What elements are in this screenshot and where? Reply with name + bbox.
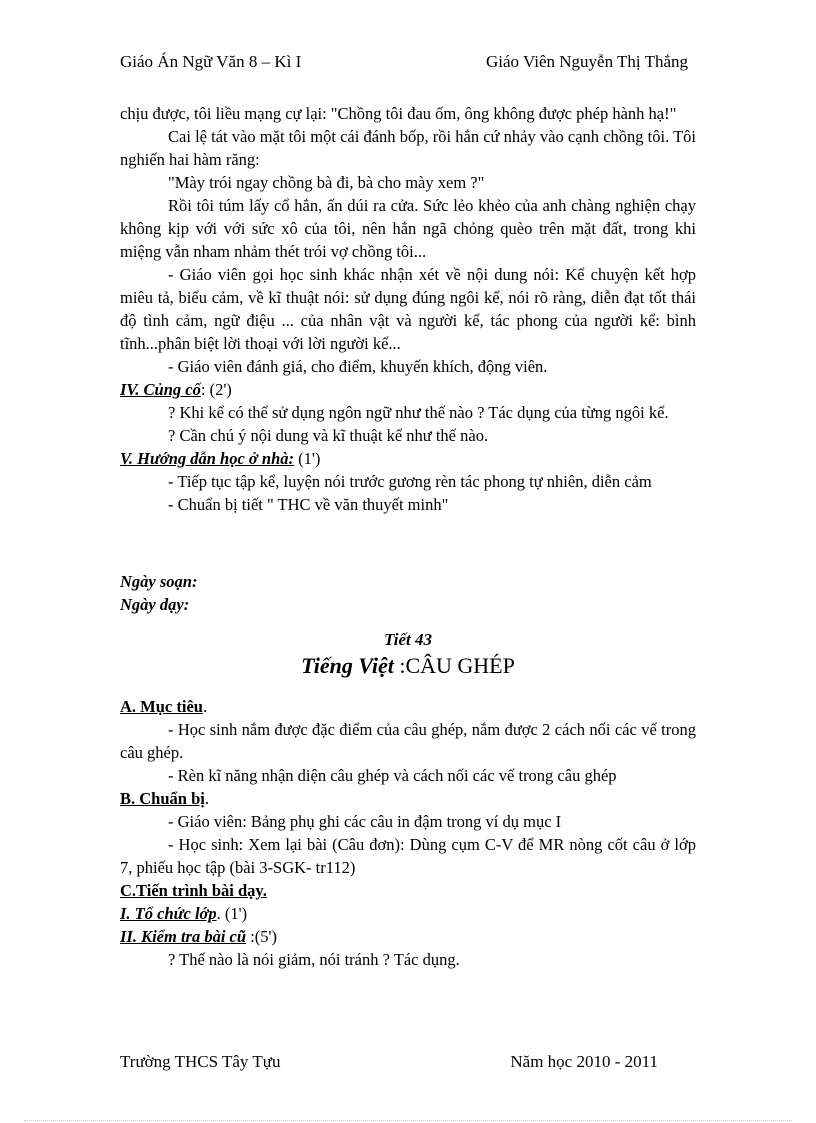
page-header bbox=[120, 52, 688, 76]
heading-time: :(5') bbox=[246, 927, 277, 946]
section-heading-b bbox=[120, 787, 696, 810]
quote-line: "Mày trói ngay chồng bà đi, bà cho mày xem ?" bbox=[168, 173, 485, 192]
section-heading-ii bbox=[120, 925, 696, 948]
heading-time: (1') bbox=[294, 449, 321, 468]
lesson-subject: Tiếng Việt bbox=[301, 653, 394, 678]
heading-label: B. Chuẩn bị bbox=[120, 789, 205, 808]
page-footer bbox=[120, 1052, 658, 1076]
document-body bbox=[120, 102, 696, 971]
paragraph: Rồi tôi túm lấy cổ hắn, ấn dúi ra cửa. Sức lẻo khẻo của anh chàng nghiện chạy không kịp với với sức xô của tôi, nên hắn ngã chỏng quèo trên mặt đất, trong khi miệng vẫn nham nhảm thét trói vợ chồng tôi... bbox=[120, 196, 696, 261]
paragraph: chịu được, tôi liều mạng cự lại: "Chồng tôi đau ốm, ông không được phép hành hạ!" bbox=[120, 104, 677, 123]
section-heading-v bbox=[120, 447, 696, 470]
footer-right: Năm học 2010 - 2011 bbox=[510, 1052, 658, 1071]
list-item: - Học sinh nắm được đặc điểm của câu ghép, nắm được 2 cách nối các vế trong câu ghép. bbox=[120, 720, 696, 762]
list-item: - Tiếp tục tập kể, luyện nói trước gương rèn tác phong tự nhiên, diễn cảm bbox=[168, 472, 652, 491]
list-item: - Học sinh: Xem lại bài (Câu đơn): Dùng cụm C-V để MR nòng cốt câu ở lớp 7, phiếu học tập (bài 3-SGK- tr112) bbox=[120, 835, 696, 877]
heading-label: V. Hướng dẫn học ở nhà: bbox=[120, 449, 295, 468]
prep-date: Ngày soạn: bbox=[120, 572, 198, 591]
heading-label: IV. Củng cố bbox=[120, 380, 201, 399]
heading-punct: . bbox=[204, 789, 209, 808]
heading-label: A. Mục tiêu bbox=[120, 697, 203, 716]
question: ? Cần chú ý nội dung và kĩ thuật kể như thế nào. bbox=[168, 426, 489, 445]
heading-time: : (2') bbox=[200, 380, 232, 399]
paragraph: - Giáo viên gọi học sinh khác nhận xét về nội dung nói: Kể chuyện kết hợp miêu tả, biểu cảm, về kĩ thuật nói: sử dụng đúng ngôi kể, nói rõ ràng, diễn đạt tốt thái độ tình cảm, ngữ điệu ... của nhân vật và người kể, tác phong của người kể: bình tĩnh...phân biệt lời thoại với lời người kể... bbox=[120, 265, 696, 353]
heading-punct: . bbox=[202, 697, 208, 716]
section-heading-a bbox=[120, 695, 696, 718]
teach-date: Ngày dạy: bbox=[120, 595, 190, 614]
header-left: Giáo Án Ngữ Văn 8 – Kì I bbox=[120, 52, 302, 71]
header-right: Giáo Viên Nguyễn Thị Thắng bbox=[485, 52, 688, 71]
lesson-topic: :CÂU GHÉP bbox=[393, 653, 515, 678]
list-item: - Chuẩn bị tiết " THC về văn thuyết minh" bbox=[168, 495, 449, 514]
heading-label: I. Tổ chức lớp bbox=[120, 904, 217, 923]
section-heading-iv bbox=[120, 378, 696, 401]
section-heading-c: C.Tiến trình bài dạy. bbox=[120, 881, 267, 900]
lesson-title bbox=[120, 651, 696, 681]
lesson-number: Tiết 43 bbox=[384, 630, 432, 649]
question: ? Thế nào là nói giảm, nói tránh ? Tác dụng. bbox=[168, 950, 460, 969]
list-item: - Giáo viên: Bảng phụ ghi các câu in đậm trong ví dụ mục I bbox=[168, 812, 562, 831]
question: ? Khi kể có thể sử dụng ngôn ngữ như thế nào ? Tác dụng của từng ngôi kể. bbox=[168, 403, 669, 422]
page-edge-divider bbox=[24, 1120, 792, 1121]
list-item: - Rèn kĩ năng nhận diện câu ghép và cách nối các vế trong câu ghép bbox=[168, 766, 617, 785]
paragraph: - Giáo viên đánh giá, cho điểm, khuyến khích, động viên. bbox=[168, 357, 548, 376]
heading-label: II. Kiểm tra bài cũ bbox=[120, 927, 247, 946]
heading-time: . (1') bbox=[216, 904, 248, 923]
paragraph: Cai lệ tát vào mặt tôi một cái đánh bốp, rồi hắn cứ nhảy vào cạnh chồng tôi. Tôi nghiến hai hàm răng: bbox=[120, 127, 696, 169]
section-heading-i bbox=[120, 902, 696, 925]
footer-left: Trường THCS Tây Tựu bbox=[120, 1052, 281, 1071]
